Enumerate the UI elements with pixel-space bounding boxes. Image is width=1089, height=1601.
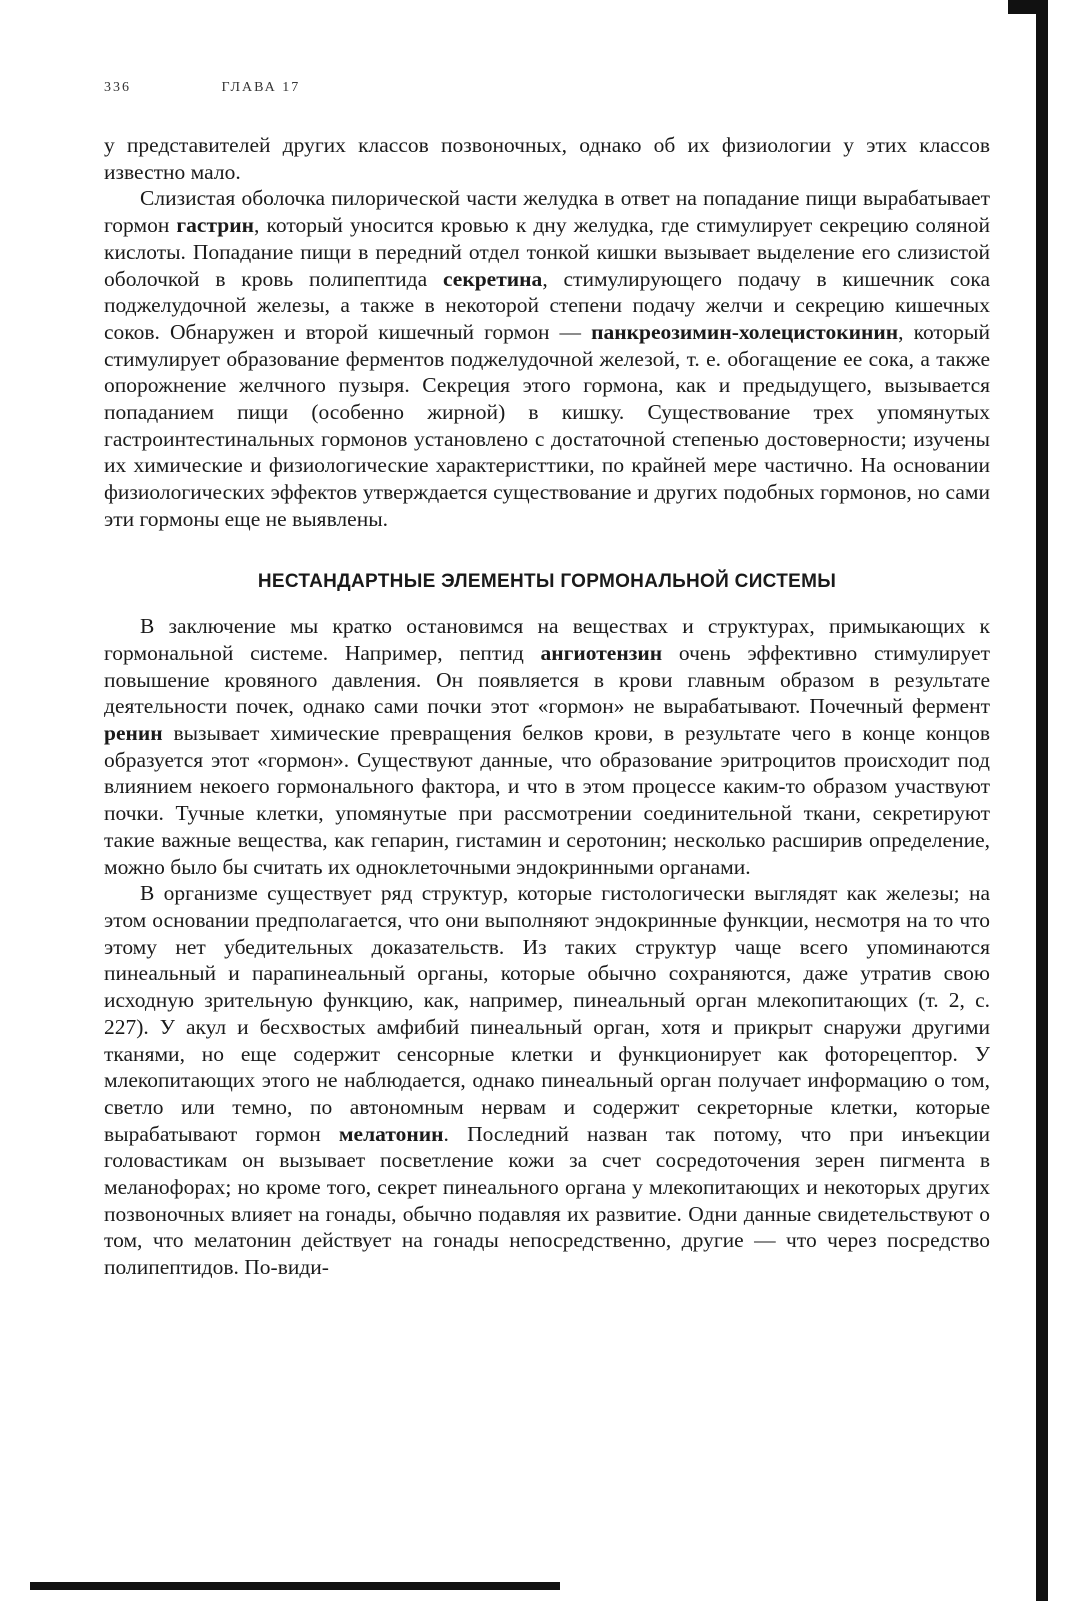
paragraph-p3 [104,613,990,880]
bold-term: мелатонин [338,1121,444,1146]
scan-edge-right-top [1008,0,1048,14]
bold-term: ангиотензин [540,640,663,665]
bold-term: ренин [104,721,163,746]
paragraph-p4 [104,880,990,1281]
text-run: , который стимулирует образование ферментов поджелудочной железой, т. е. обогащение ее сока, а также опорожнение желчного пузыря. Секреция этого гормона, как и предыдущего, вызывается попаданием пищи (особенно жирной) в кишку. Существование трех упомянутых гастроинтестинальных гормонов установлено с достаточной степенью достоверности; изучены их химические и физиологические характеристтики, по крайней мере частично. На основании физиологических эффектов утверждается существование и других подобных гормонов, но сами эти гормоны еще не выявлены. [104,319,990,531]
paragraph-p1 [104,132,990,185]
text-run: Слизистая оболочка пилорической части желудка в ответ на попадание пищи вырабатывает гормон [104,186,990,238]
section-paragraphs [104,613,990,1281]
text-run: , который уносится кровью к дну желудка, где стимулирует секрецию соляной кислоты. Попадание пищи в передний отдел тонкой кишки вызывает выделение его слизистой оболочкой в кровь полипептида [104,213,990,291]
scan-edge-bottom [30,1582,560,1590]
text-run: у представителей других классов позвоночных, однако об их физиологии у этих классов известно мало. [104,133,990,184]
running-head [104,80,300,96]
text-run: . Последний назван так потому, что при инъекции головастикам он вызывает посветление кожи за счет сосредоточения зерен пигмента в меланофорах; но кроме того, секрет пинеального органа у млекопитающих и некоторых других позвоночных влияет на гонады, обычно подавляя их развитие. Одни данные свидетельствуют о том, что мелатонин действует на гонады непосредственно, другие — что через посредство полипептидов. По-види- [104,1121,991,1280]
page-number: 336 [104,80,131,95]
scan-edge-right [1036,0,1048,1601]
section-heading: НЕСТАНДАРТНЫЕ ЭЛЕМЕНТЫ ГОРМОНАЛЬНОЙ СИСТЕМЫ [257,570,837,592]
page-body [104,132,990,1281]
paragraph-p2 [104,185,990,532]
chapter-title: ГЛАВА 17 [221,80,301,95]
bold-term: секретина [442,266,543,291]
text-run: , стимулирующего подачу в кишечник сока поджелудочной железы, а также в некоторой степени подачу желчи и секрецию кишечных соков. Обнаружен и второй кишечный гормон — [104,266,990,344]
text-run: В организме существует ряд структур, которые гистологически выглядят как железы; на этом основании предполагается, что они выполняют эндокринные функции, несмотря на то что этому нет убедительных доказательств. Из таких структур чаще всего упоминаются пинеальный и парапинеальный органы, которые обычно сохраняются, даже утратив свою исходную зрительную функцию, как, например, пинеальный орган млекопитающих (т. 2, с. 227). У акул и бесхвостых амфибий пинеальный орган, хотя и прикрыт снаружи другими тканями, но еще содержит сенсорные клетки и функционирует как фоторецептор. У млекопитающих этого не наблюдается, однако пинеальный орган получает информацию о том, светло или темно, по автономным нервам и содержит секреторные клетки, которые вырабатывают гормон [104,881,990,1146]
top-paragraphs [104,132,990,533]
bold-term: гастрин [176,213,255,238]
text-run: вызывает химические превращения белков крови, в результате чего в конце концов образуется этот «гормон». Существуют данные, что образование эритроцитов происходит под влиянием некоего гормонального фактора, и что в этом процессе каким-то образом участвуют почки. Тучные клетки, упомянутые при рассмотрении соединительной ткани, секретируют такие важные вещества, как гепарин, гистамин и серотонин; несколько расширив определение, можно было бы считать их одноклеточными эндокринными органами. [104,721,990,879]
bold-term: панкреозимин-холецистокинин [591,319,899,344]
text-run: В заключение мы кратко остановимся на веществах и структурах, примыкающих к гормональной системе. Например, пептид [104,614,990,665]
text-run: очень эффективно стимулирует повышение кровяного давления. Он появляется в крови главным образом в результате деятельности почек, однако сами почки этот «гормон» не вырабатывают. Почечный фермент [104,640,990,719]
